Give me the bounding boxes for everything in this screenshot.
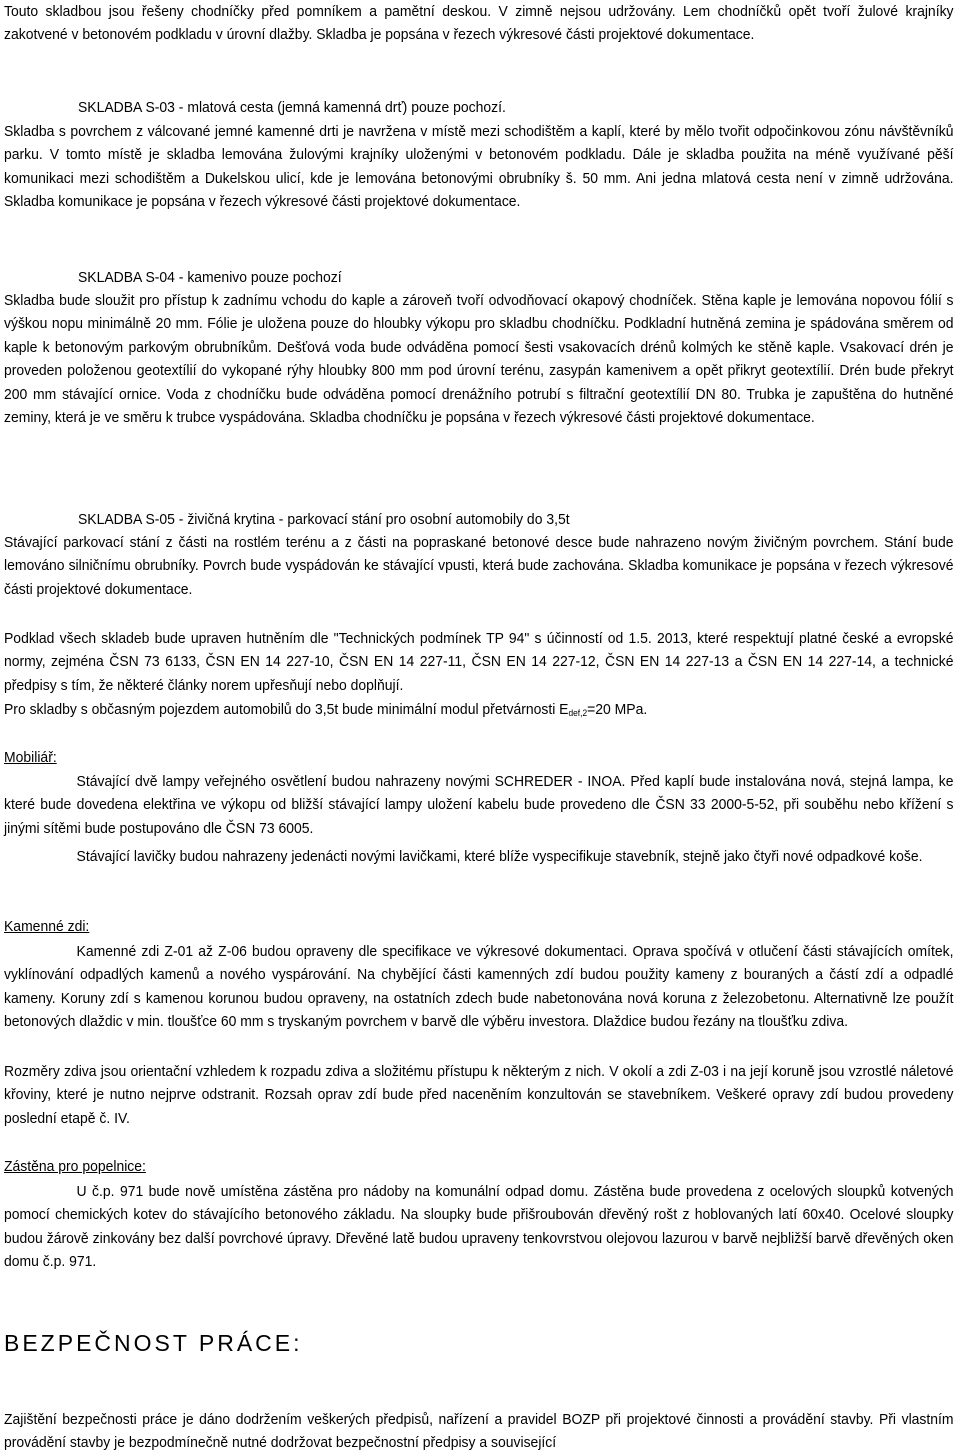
paragraph-bezpecnost: Zajištění bezpečnosti práce je dáno dodržením veškerých předpisů, nařízení a pravidel BOZP při projektové činnosti a provádění stavby. Při vlastním provádění stavby je bezpodmínečně nutné dodržovat bezpečnostní předpisy a související [4, 1411, 954, 1452]
paragraph-zastena [4, 1180, 954, 1274]
paragraph-modul [4, 698, 647, 721]
modul-subscript: def,2 [568, 708, 588, 718]
paragraph-mobiliar-2 [4, 845, 954, 868]
zdi-text-1: Kamenné zdi Z-01 až Z-06 budou opraveny dle specifikace ve výkresové dokumentaci. Oprava spočívá v otlučení části stávajících omítek, vyklínování odpadlých kamenů a nového vyspárování. Na chybějící části kamenných zdí budou použity kameny z bouraných a částí zdí a odpadlé kameny. Koruny zdí s kamenou korunou budou opraveny, na ostatních zdech bude nabetonována nová koruna z železobetonu. Alternativně lze použít betonových dlaždic v min. tloušťce 60 mm s tryskaným povrchem v barvě dle výběru investora. Dlaždice budou řezány na tloušťku zdiva. [4, 943, 954, 1031]
heading-s04: SKLADBA S-04 - kamenivo pouze pochozí [78, 269, 342, 286]
paragraph-zdi-2: Rozměry zdiva jsou orientační vzhledem k rozpadu zdiva a složitému přístupu k některým z nich. V okolí a zdi Z-03 i na její koruně jsou vzrostlé náletové křoviny, které je nutno nejprve odstranit. Rozsah oprav zdí bude před naceněním konzultován se stavebníkem. Veškeré opravy zdí budou provedeny poslední etapě č. IV. [4, 1063, 954, 1127]
paragraph-s04: Skladba bude sloužit pro přístup k zadnímu vchodu do kaple a zároveň tvoří odvodňovací okapový chodníček. Stěna kaple je lemována nopovou fólií s výškou nopu minimálně 20 mm. Fólie je uložena pouze do hloubky výkopu pro skladbu chodníčku. Podkladní hutněná zemina je spádována směrem od kaple k betonovým parkovým obrubníkům. Dešťová voda bude odváděna pomocí šesti vsakovacích drénů kolmých ke stěně kaple. Vsakovací drén je proveden položenou geotextílií do vykopané rýhy hloubky 800 mm pod úrovní terénu, zasypán kamenivem a opět přikryt geotextílií. Drén bude překryt 200 mm stávající ornice. Voda z chodníčku bude odváděna pomocí drenážního potrubí s filtrační geotextílií DN 80. Trubka je zapuštěna do hutněné zeminy, která je ve směru k trubce vyspádována. Skladba chodníčku je popsána v řezech výkresové části projektové dokumentace. [4, 292, 954, 427]
heading-s03: SKLADBA S-03 - mlatová cesta (jemná kamenná drť) pouze pochozí. [78, 99, 506, 116]
heading-s05: SKLADBA S-05 - živičná krytina - parkovací stání pro osobní automobily do 3,5t [78, 511, 570, 528]
mobiliar-text-1: Stávající dvě lampy veřejného osvětlení budou nahrazeny novými SCHREDER - INOA. Před kaplí bude instalována nová, stejná lampa, ke které bude dovedena elektřina ve výkopu od bližší stávající lampy uložení kabelu bude provedeno dle ČSN 33 2000-5-52, při souběhu nebo křížení s jinými sítěmi bude postupováno dle ČSN 73 6005. [4, 773, 954, 837]
paragraph-podklad: Podklad všech skladeb bude upraven hutněním dle "Technických podmínek TP 94" s účinností od 1.5. 2013, které respektují platné české a evropské normy, zejména ČSN 73 6133, ČSN EN 14 227-10, ČSN EN 14 227-11, ČSN EN 14 227-12, ČSN EN 14 227-13 a ČSN EN 14 227-14, a technické předpisy s tím, že některé články norem upřesňují nebo doplňují. [4, 630, 954, 694]
zastena-text: U č.p. 971 bude nově umístěna zástěna pro nádoby na komunální odpad domu. Zástěna bude provedena z ocelových sloupků kotvených pomocí chemických kotev do stávajícího betonového základu. Na sloupky bude přišroubován dřevěný rošt z hoblovaných latí 60x40. Ocelové sloupky budou žárově zinkovány bez další povrchové úpravy. Dřevěné latě budou upraveny tenkovrstvou olejovou lazurou v barvě nejbližší barvě dřevěných oken domu č.p. 971. [4, 1183, 954, 1271]
mobiliar-text-2: Stávající lavičky budou nahrazeny jedenácti novými lavičkami, které blíže vyspecifikuje stavebník, stejně jako čtyři nové odpadkové koše. [76, 848, 923, 865]
paragraph-intro: Touto skladbou jsou řešeny chodníčky před pomníkem a pamětní deskou. V zimně nejsou udržovány. Lem chodníčků opět tvoří žulové krajníky zakotvené v betonovém podkladu v úrovní dlažby. Skladba je popsána v řezech výkresové části projektové dokumentace. [4, 3, 954, 44]
modul-value: =20 MPa. [587, 701, 648, 718]
heading-bezpecnost: BEZPEČNOST PRÁCE: [4, 1330, 303, 1356]
heading-kamenne-zdi: Kamenné zdi: [4, 918, 90, 935]
modul-text: Pro skladby s občasným pojezdem automobilů do 3,5t bude minimální modul přetvárnosti E [4, 701, 569, 718]
heading-zastena: Zástěna pro popelnice: [4, 1158, 146, 1175]
paragraph-mobiliar-1 [4, 770, 954, 840]
paragraph-s03: Skladba s povrchem z válcované jemné kamenné drti je navržena v místě mezi schodištěm a kaplí, které by mělo tvořit odpočinkovou zónu návštěvníků parku. V tomto místě je skladba lemována žulovými krajníky uloženými v betonovém podkladu. Dále je skladba použita na méně využívané pěší komunikaci mezi schodištěm a Dukelskou ulicí, kde je lemována betonovými obrubníky š. 50 mm. Ani jedna mlatová cesta není v zimně udržována. Skladba komunikace je popsána v řezech výkresové části projektové dokumentace. [4, 123, 954, 211]
paragraph-s05: Stávající parkovací stání z části na rostlém terénu a z části na popraskané betonové desce bude nahrazeno novým živičným povrchem. Stání bude lemováno silničnímu obrubníky. Povrch bude vyspádován ke stávající vpusti, která bude zachována. Skladba komunikace je popsána v řezech výkresové části projektové dokumentace. [4, 534, 954, 598]
paragraph-zdi-1 [4, 940, 954, 1034]
heading-mobiliar: Mobiliář: [4, 749, 57, 766]
